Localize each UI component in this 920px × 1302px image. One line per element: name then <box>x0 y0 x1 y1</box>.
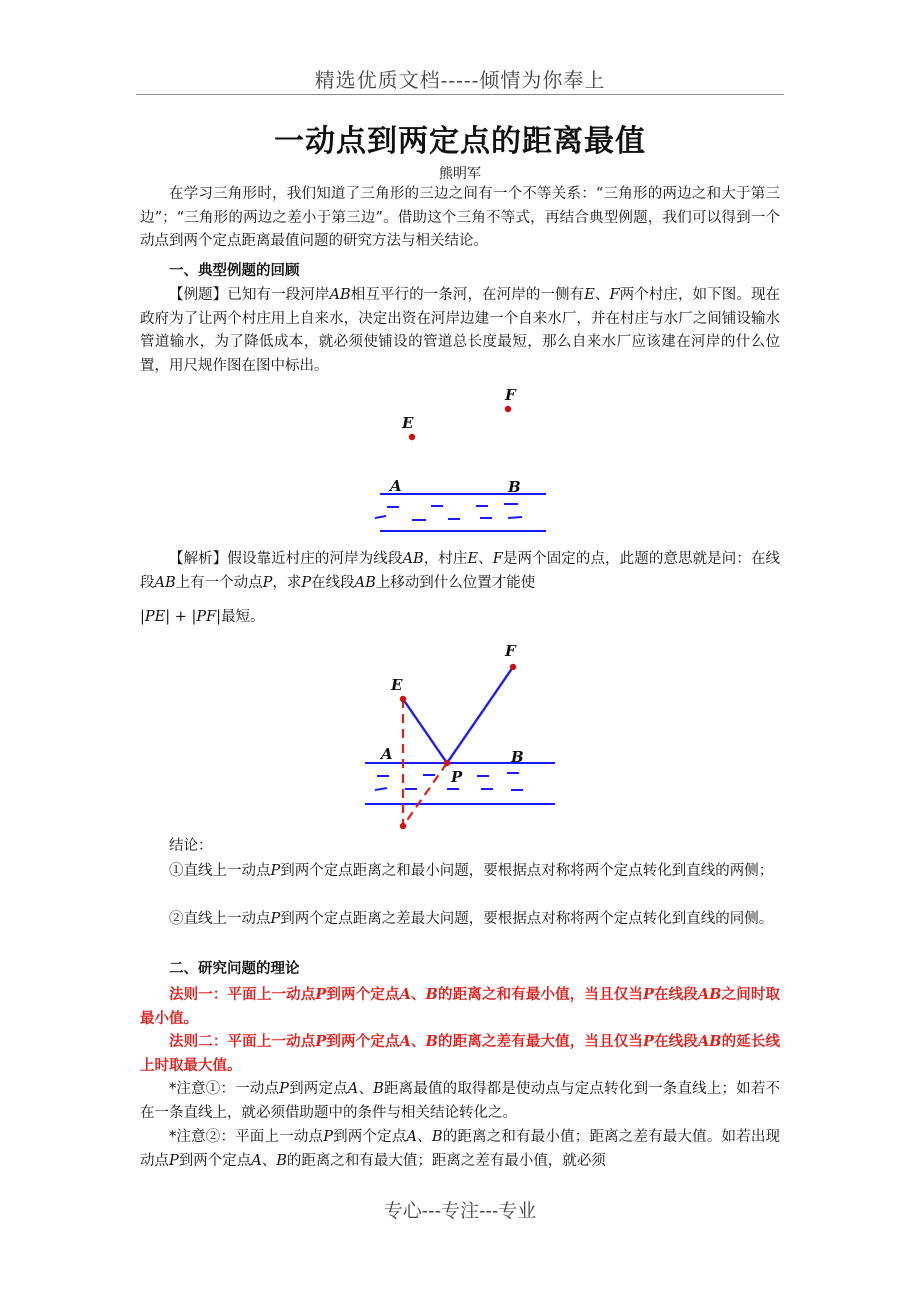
intro-paragraph: 在学习三角形时，我们知道了三角形的三边之间有一个不等关系：“三角形的两边之和大于第三边”；“三角形的两边之差小于第三边”。借助这个三角不等式，再结合典型例题，我们可以得到一个动点到两个定点距离最值问题的研究方法与相关结论。 <box>140 186 780 249</box>
author: 熊明军 <box>439 166 481 182</box>
river-water-marks-2 <box>375 773 523 790</box>
page-footer: 专心---专注---专业 <box>383 1200 537 1222</box>
village-f-point <box>505 406 511 412</box>
river-water-marks <box>375 504 522 520</box>
header-rule <box>136 94 784 95</box>
figure2-label-e: E <box>391 676 403 694</box>
page-header: 精选优质文档-----倾情为你奉上 <box>314 68 606 92</box>
figure1-label-f: F <box>505 386 516 404</box>
conclusion-item-2: ②直线上一动点P到两个定点距离之差最大问题，要根据点对称将两个定点转化到直线的同侧。 <box>169 911 774 927</box>
analysis-tag: 【解析】 <box>169 551 228 567</box>
figure1-label-a: A <box>390 477 402 495</box>
analysis-expression-line: |PE| + |PF|最短。 <box>140 609 265 625</box>
example-tag: 【例题】 <box>169 287 228 303</box>
sum-expression: |PE| + |PF| <box>140 609 222 625</box>
point-e <box>400 696 406 702</box>
point-e-reflection <box>400 823 406 829</box>
figure1-label-e: E <box>402 414 414 432</box>
point-f <box>510 664 516 670</box>
page-title: 一动点到两定点的距离最值 <box>274 124 646 159</box>
reflection-dashed <box>403 763 447 826</box>
figure2-label-a: A <box>381 745 393 763</box>
figure-reflection-construction <box>355 638 570 834</box>
conclusion-label: 结论： <box>169 838 213 854</box>
village-e-point <box>409 434 415 440</box>
figure2-label-b: B <box>511 748 524 766</box>
analysis-paragraph: 【解析】假设靠近村庄的河岸为线段AB，村庄E、F是两个固定的点，此题的意思就是问：在线段AB上有一个动点P，求P在线段AB上移动到什么位置才能使 <box>140 551 781 591</box>
figure2-label-p: P <box>451 768 463 786</box>
rule-two: 法则二：平面上一动点P到两个定点A、B的距离之差有最大值，当且仅当P在线段AB的延长线上时取最大值。 <box>140 1033 781 1074</box>
figure1-label-b: B <box>508 478 521 496</box>
example-paragraph: 【例题】已知有一段河岸AB相互平行的一条河，在河岸的一侧有E、F两个村庄，如下图。现在政府为了让两个村庄用上自来水，决定出资在河岸边建一个自来水厂，并在村庄与水厂之间铺设输水管道输水，为了降低成本，就必须使铺设的管道总长度最短，那么自来水厂应该建在河岸的什么位置，用尺规作图在图中标出。 <box>140 287 781 374</box>
segment-pf <box>447 667 513 763</box>
conclusion-item-1: ①直线上一动点P到两个定点距离之和最小问题，要根据点对称将两个定点转化到直线的两侧； <box>169 863 774 879</box>
note-two: *注意②：平面上一动点P到两个定点A、B的距离之和有最小值；距离之差有最大值。如若出现动点P到两个定点A、B的距离之和有最大值；距离之差有最小值，就必须 <box>140 1129 781 1169</box>
point-p <box>444 760 450 766</box>
rule-one: 法则一：平面上一动点P到两个定点A、B的距离之和有最小值，当且仅当P在线段AB之间时取最小值。 <box>140 986 781 1027</box>
note-one: *注意①：一动点P到两定点A、B距离最值的取得都是使动点与定点转化到一条直线上；如若不在一条直线上，就必须借助题中的条件与相关结论转化之。 <box>140 1081 781 1121</box>
figure2-label-f: F <box>505 642 516 660</box>
figure-river-villages <box>360 382 560 538</box>
section-1-heading: 一、典型例题的回顾 <box>169 262 300 279</box>
section-2-heading: 二、研究问题的理论 <box>169 960 300 977</box>
segment-pe <box>403 699 447 763</box>
